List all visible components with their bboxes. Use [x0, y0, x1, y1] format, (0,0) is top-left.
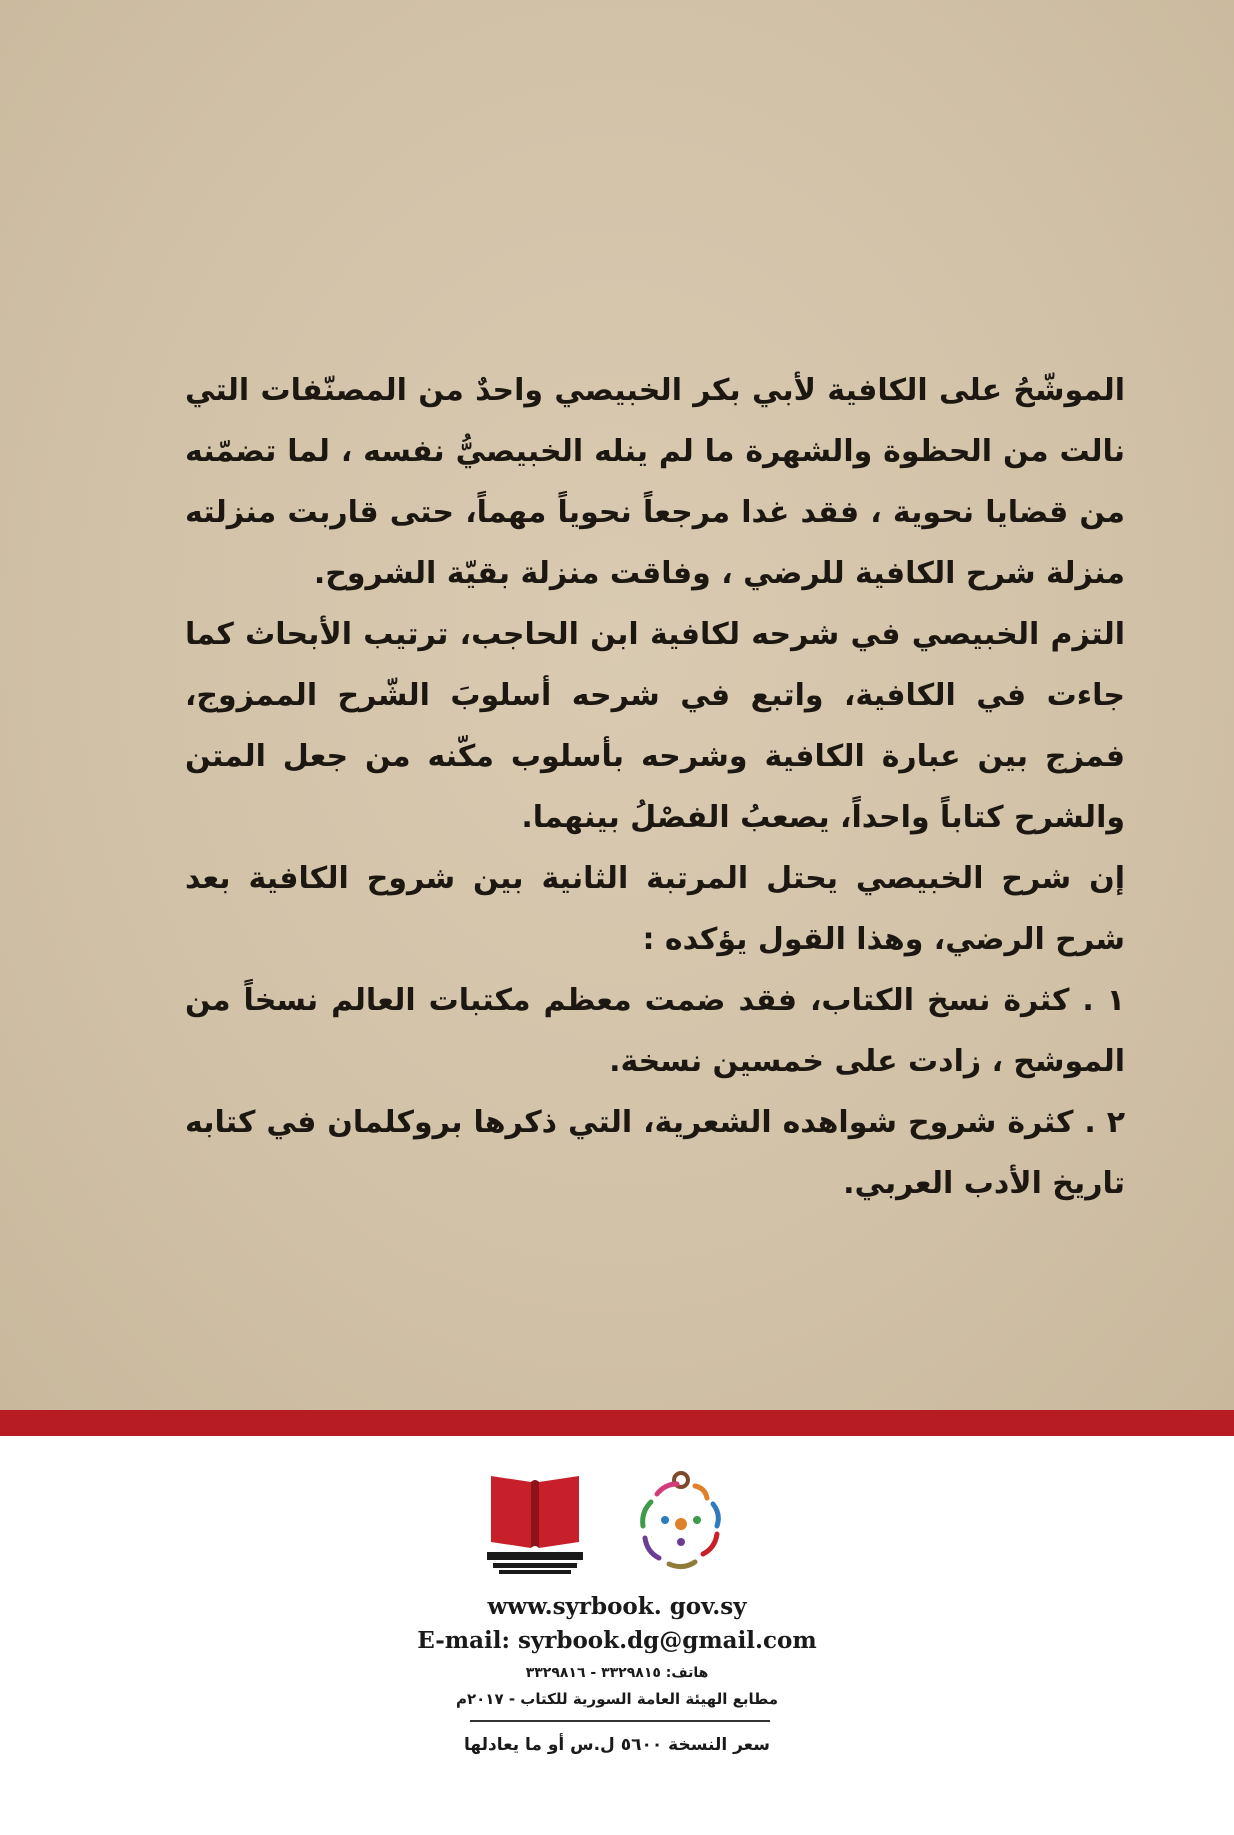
open-book-icon — [485, 1468, 585, 1576]
blurb-paragraph-1: الموشّحُ على الكافية لأبي بكر الخبيصي واحدٌ من المصنّفات التي نالت من الحظوة والشهرة ما لم ينله الخبيصيُّ نفسه ، لما تضمّنه من قضايا نحوية ، فقد غدا مرجعاً نحوياً مهماً، حتى قاربت منزلته منزلة شرح الكافية للرضي ، وفاقت منزلة بقيّة الشروح. — [185, 373, 1125, 591]
website-link[interactable]: www.syrbook. gov.sy — [487, 1593, 747, 1620]
printer-credit: مطابع الهيئة العامة السورية للكتاب - ٢٠١٧م — [456, 1690, 778, 1708]
phone-numbers: هاتف: ٣٣٢٩٨١٥ - ٣٣٢٩٨١٦ — [525, 1665, 709, 1681]
blurb-paragraph-2: التزم الخبيصي في شرحه لكافية ابن الحاجب، ترتيب الأبحاث كما جاءت في الكافية، واتبع في شرحه أسلوبَ الشّرح الممزوج، فمزج بين عبارة الكافية وشرحه بأسلوب مكّنه من جعل المتن والشرح كتاباً واحداً، يصعبُ الفصْلُ بينهما. — [185, 617, 1125, 835]
back-cover-blurb — [185, 360, 1125, 1214]
footer-divider — [470, 1720, 770, 1722]
publisher-logos — [0, 1468, 1234, 1588]
ornamental-emblem-icon — [625, 1468, 737, 1580]
price-line: سعر النسخة ٥٦٠٠ ل.س أو ما يعادلها — [464, 1735, 770, 1755]
blurb-point-2: ٢ . كثرة شروح شواهده الشعرية، التي ذكرها بروكلمان في كتابه تاريخ الأدب العربي. — [185, 1105, 1125, 1201]
publisher-contact — [0, 1590, 1234, 1712]
email-address[interactable]: E-mail: syrbook.dg@gmail.com — [417, 1627, 817, 1654]
blurb-point-1: ١ . كثرة نسخ الكتاب، فقد ضمت معظم مكتبات العالم نسخاً من الموشح ، زادت على خمسين نسخة. — [185, 983, 1125, 1079]
blurb-paragraph-3: إن شرح الخبيصي يحتل المرتبة الثانية بين شروح الكافية بعد شرح الرضي، وهذا القول يؤكده : — [185, 861, 1125, 957]
red-divider-band — [0, 1410, 1234, 1436]
